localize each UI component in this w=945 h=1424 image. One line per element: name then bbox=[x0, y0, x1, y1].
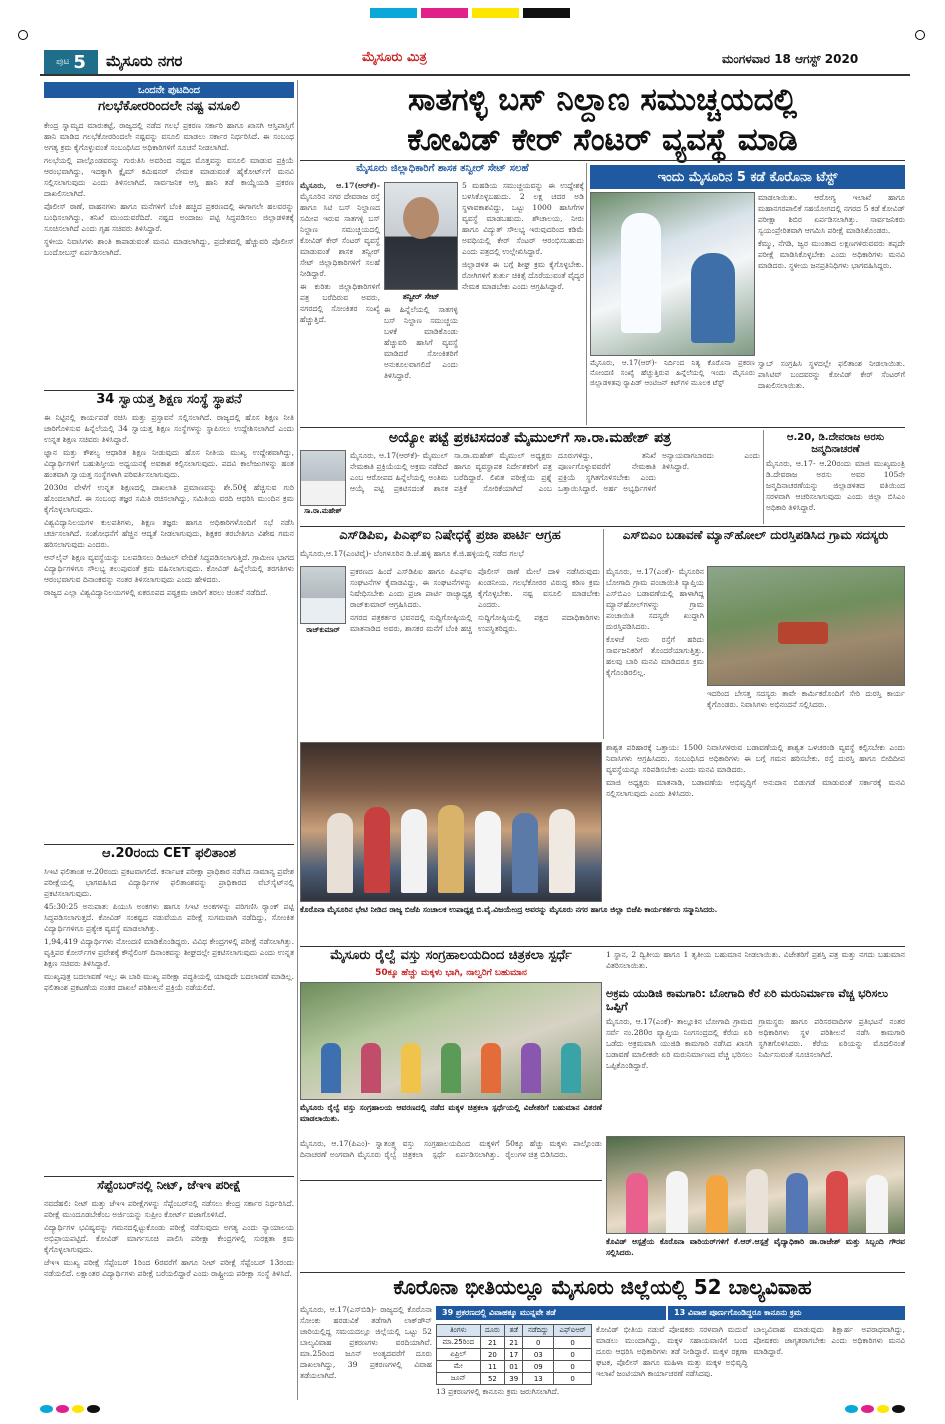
column-divider bbox=[586, 163, 587, 425]
story-headline: ಅಕ್ರಮ ಯುಡಿಜಿ ಕಾಮಗಾರಿ: ಬೋಗಾದಿ ಕೆರೆ ಏರಿ ಮರುನಿರ್ಮಾಣ ವೆಚ್ಚ ಭರಿಸಲು ಒಪ್ಪಿಗೆ bbox=[606, 987, 888, 1013]
table-cell: 20 bbox=[480, 1349, 505, 1361]
table-cell: 01 bbox=[505, 1361, 523, 1373]
children-shapes bbox=[311, 1043, 591, 1093]
ppe-figure bbox=[621, 213, 661, 333]
drawing-contest-photo bbox=[300, 982, 602, 1100]
registration-mark-icon bbox=[18, 30, 28, 40]
color-dots bbox=[845, 1405, 905, 1413]
table-cell: ಜೂನ್ bbox=[437, 1373, 481, 1385]
table-cell: 21 bbox=[505, 1337, 523, 1349]
table-cell: 03 bbox=[523, 1349, 554, 1361]
article-body: ಮೈಸೂರು, ಆ.17(ಆರ್‌ಕೆ)- ಮೈಸೂರಿನ ನಗರ ದೇವರಾಜ ರಸ್ತೆ ಹಾಗೂ ಸಿಟಿ ಬಸ್ ನಿಲ್ದಾಣದ ಸಮೀಪ ಇರುವ ಸಾತಗಳ್ಳಿ ಬಸ್ ನಿಲ್ದಾಣ ಸಮುಚ್ಚಯದಲ್ಲಿ ಕೋವಿಡ್ ಕೇರ್ ಸೆಂಟರ್ ವ್ಯವಸ್ಥೆ ಮಾಡುವಂತೆ ಶಾಸಕ ತನ್ವೀರ್ ಸೇಟ್ ಜಿಲ್ಲಾಧಿಕಾರಿಗಳಿಗೆ ಸಲಹೆ ನೀಡಿದ್ದಾರೆ. ಈ ಕುರಿತು ಜಿಲ್ಲಾಧಿಕಾರಿಗಳಿಗೆ ಪತ್ರ ಬರೆದಿರುವ ಅವರು, ನಗರದಲ್ಲಿ ಸೋಂಕಿತರ ಸಂಖ್ಯೆ ಹೆಚ್ಚುತ್ತಿದೆ. bbox=[300, 181, 380, 324]
article-body: ನವದೆಹಲಿ: ನೀಟ್ ಮತ್ತು ಜೆಇಇ ಪರೀಕ್ಷೆಗಳನ್ನು ಸೆಪ್ಟೆಂಬರ್‌ನಲ್ಲಿ ನಡೆಸಲು ಕೇಂದ್ರ ಸರ್ಕಾರ ನಿರ್ಧರಿಸಿದೆ. ಪರೀಕ್ಷೆ ಮುಂದೂಡಬೇಕೆಂಬ ಅರ್ಜಿಯನ್ನು ಸುಪ್ರೀಂ ಕೋರ್ಟ್ ವಜಾಗೊಳಿಸಿದೆ. ವಿದ್ಯಾರ್ಥಿಗಳ ಭವಿಷ್ಯವನ್ನು ಗಮನದಲ್ಲಿಟ್ಟುಕೊಂಡು ಪರೀಕ್ಷೆ ನಡೆಸುವುದು ಅಗತ್ಯ ಎಂದು ನ್ಯಾಯಾಲಯ ಅಭಿಪ್ರಾಯಪಟ್ಟಿದೆ. ಕೋವಿಡ್ ಮಾರ್ಗಸೂಚಿ ಪಾಲಿಸಿ ಪರೀಕ್ಷಾ ಕೇಂದ್ರಗಳಲ್ಲಿ ಸುರಕ್ಷತಾ ಕ್ರಮ ಕೈಗೊಳ್ಳಲಾಗುವುದು. ಜೆಇಇ ಮುಖ್ಯ ಪರೀಕ್ಷೆ ಸೆಪ್ಟೆಂಬರ್ 1ರಿಂದ 6ರವರೆಗೆ ಹಾಗೂ ನೀಟ್ ಪರೀಕ್ಷೆ ಸೆಪ್ಟೆಂಬರ್ 13ರಂದು ನಡೆಯಲಿದೆ. ಲಕ್ಷಾಂತರ ವಿದ್ಯಾರ್ಥಿಗಳು ಪರೀಕ್ಷೆ ಬರೆಯಲಿದ್ದಾರೆ ಎಂದು ರಾಷ್ಟ್ರೀಯ ಪರೀಕ್ಷಾ ಸಂಸ್ಥೆ ತಿಳಿಸಿದೆ. bbox=[44, 1199, 294, 1278]
table-cell: 11 bbox=[480, 1361, 505, 1373]
page-number-box bbox=[44, 50, 98, 74]
story-headline: ಎಸ್‌ಡಿಪಿಐ, ಪಿಎಫ್‌ಐ ನಿಷೇಧಕ್ಕೆ ಪ್ರಜಾ ಪಾರ್ಟಿ ಆಗ್ರಹ bbox=[339, 528, 561, 543]
story-headline: ಅಯ್ಯೋ ಪಟ್ಟೆ ಪ್ರಕಟಿಸದಂತೆ ಮೈಮುಲ್‌ಗೆ ಸಾ.ರಾ.ಮಹೇಶ್ ಪತ್ರ bbox=[388, 430, 672, 446]
face-shape bbox=[403, 197, 439, 239]
photo-caption: ಸಾ.ರಾ.ಮಹೇಶ್ bbox=[304, 507, 342, 515]
photo-caption: ಕೊರೊನಾ ಮೈಸೂರಿನ ಭೇಟಿ ನೀಡಿದ ರಾಜ್ಯ ಬಿಜೆಪಿ ಸಂಚಾಲಕ ಉಪಾಧ್ಯಕ್ಷ ಬಿ.ವೈ.ವಿಜಯೇಂದ್ರ ಅವರನ್ನು ಮೈಸೂರು ನಗರ ಹಾಗೂ ಜಿಲ್ಲಾ ಬಿಜೆಪಿ ಕಾರ್ಯಕರ್ತರು ಸನ್ಮಾನಿಸಿದರು. bbox=[300, 905, 718, 914]
portrait-photo bbox=[300, 450, 346, 506]
table-cell: 0 bbox=[554, 1349, 592, 1361]
divider bbox=[44, 844, 294, 845]
lead-subhead: ಮೈಸೂರು ಜಿಲ್ಲಾಧಿಕಾರಿಗೆ ಶಾಸಕ ತನ್ವೀರ್ ಸೇಟ್ ಸಲಹೆ bbox=[356, 163, 529, 174]
table-row bbox=[437, 1373, 592, 1385]
story-headline: ಗಲಭೆಕೋರರಿಂದಲೇ ನಷ್ಟ ವಸೂಲಿ bbox=[98, 99, 240, 114]
article-body: 5 ಮಹಡಿಯ ಸಮುಚ್ಚಯವನ್ನು ಈ ಉದ್ದೇಶಕ್ಕೆ ಬಳಸಿಕೊಳ್ಳಬಹುದು. 2 ಲಕ್ಷ ಚದರ ಅಡಿ ಸ್ಥಳಾವಕಾಶವಿದ್ದು, ಒಟ್ಟು 1000 ಹಾಸಿಗೆಗಳ ವ್ಯವಸ್ಥೆ ಮಾಡಬಹುದು. ಶೌಚಾಲಯ, ನೀರು ಹಾಗೂ ವಿದ್ಯುತ್ ಸೌಲಭ್ಯ ಇರುವುದರಿಂದ ಕಡಿಮೆ ಅವಧಿಯಲ್ಲಿ ಕೇರ್ ಸೆಂಟರ್ ಆರಂಭಿಸಬಹುದು ಎಂದು ಪತ್ರದಲ್ಲಿ ಉಲ್ಲೇಖಿಸಿದ್ದಾರೆ. ಜಿಲ್ಲಾಡಳಿತ ಈ ಬಗ್ಗೆ ಶೀಘ್ರ ಕ್ರಮ ಕೈಗೊಳ್ಳಬೇಕು. ರೋಗಿಗಳಿಗೆ ತುರ್ತು ಚಿಕಿತ್ಸೆ ದೊರೆಯುವಂತೆ ವೈದ್ಯರ ನೇಮಕ ಮಾಡಬೇಕು ಎಂದು ಆಗ್ರಹಿಸಿದ್ದಾರೆ. bbox=[462, 181, 584, 291]
bottom-headline: ಕೊರೊನಾ ಭೀತಿಯಲ್ಲೂ ಮೈಸೂರು ಜಿಲ್ಲೆಯಲ್ಲಿ 52 ಬಾಲ್ಯವಿವಾಹ bbox=[393, 1275, 812, 1299]
table-cell: 52 bbox=[480, 1373, 505, 1385]
photo-caption: ಮೈಸೂರು ರೈಲ್ವೆ ವಸ್ತು ಸಂಗ್ರಹಾಲಯ ಆವರಣದಲ್ಲಿ ನಡೆದ ಮಕ್ಕಳ ಚಿತ್ರಕಲಾ ಸ್ಪರ್ಧೆಯಲ್ಲಿ ವಿಜೇತರಿಗೆ ಬಹುಮಾನ ವಿತರಣೆ ಮಾಡಲಾಯಿತು. bbox=[300, 1103, 602, 1123]
article-body: ಮೈಸೂರು, ಆ.17(ಎಸ್‌ಬಿಡಿ)- ರಾಜ್ಯದಲ್ಲಿ ಕೊರೊನಾ ಸೋಂಕು ಹರಡುವಿಕೆ ತಡೆಗಾಗಿ ಲಾಕ್‌ಡೌನ್ ಜಾರಿಯಲ್ಲಿದ್ದ ಸಮಯದಲ್ಲೂ ಜಿಲ್ಲೆಯಲ್ಲಿ ಒಟ್ಟು 52 ಬಾಲ್ಯವಿವಾಹ ಪ್ರಕರಣಗಳು ವರದಿಯಾಗಿವೆ. ಮಾ.25ರಿಂದ ಜೂನ್ ಅಂತ್ಯದವರೆಗೆ ದೂರು ದಾಖಲಾಗಿದ್ದು, 39 ಪ್ರಕರಣಗಳಲ್ಲಿ ವಿವಾಹ ತಡೆಯಲಾಗಿದೆ. bbox=[300, 1305, 432, 1380]
divider bbox=[44, 1176, 294, 1177]
table-cell: 21 bbox=[480, 1337, 505, 1349]
registration-mark-icon bbox=[915, 30, 925, 40]
article-body: ಈ ನಿಟ್ಟಿನಲ್ಲಿ ಕಾರ್ಯಪಡೆ ರಚಿಸಿ ಮತ್ತು ಪ್ರಸ್ತಾವನೆ ಸಲ್ಲಿಸಲಾಗಿದೆ. ರಾಜ್ಯದಲ್ಲಿ ಹೊಸ ಶಿಕ್ಷಣ ನೀತಿ ಜಾರಿಗೊಳಿಸುವ ಹಿನ್ನೆಲೆಯಲ್ಲಿ 34 ಸ್ವಾಯತ್ತ ಶಿಕ್ಷಣ ಸಂಸ್ಥೆಗಳನ್ನು ಸ್ಥಾಪಿಸಲು ಉದ್ದೇಶಿಸಲಾಗಿದೆ ಎಂದು ಉನ್ನತ ಶಿಕ್ಷಣ ಸಚಿವರು ತಿಳಿಸಿದ್ದಾರೆ. ಜ್ಞಾನ ಮತ್ತು ಕೌಶಲ್ಯ ಆಧಾರಿತ ಶಿಕ್ಷಣ ನೀಡುವುದು ಹೊಸ ನೀತಿಯ ಮುಖ್ಯ ಉದ್ದೇಶವಾಗಿದ್ದು, ವಿದ್ಯಾರ್ಥಿಗಳಿಗೆ ಬಹುಶಿಸ್ತೀಯ ಅಧ್ಯಯನಕ್ಕೆ ಅವಕಾಶ ಕಲ್ಪಿಸಲಾಗುವುದು. ಪದವಿ ಕಾಲೇಜುಗಳನ್ನು ಹಂತ ಹಂತವಾಗಿ ಸ್ವಾಯತ್ತ ಸಂಸ್ಥೆಗಳಾಗಿ ಪರಿವರ್ತಿಸಲಾಗುವುದು. 2030ರ ವೇಳೆಗೆ ಉನ್ನತ ಶಿಕ್ಷಣದಲ್ಲಿ ದಾಖಲಾತಿ ಪ್ರಮಾಣವನ್ನು ಶೇ.50ಕ್ಕೆ ಹೆಚ್ಚಿಸುವ ಗುರಿ ಹೊಂದಲಾಗಿದೆ. ಈ ಸಂಬಂಧ ತಜ್ಞರ ಸಮಿತಿ ರಚಿಸಲಾಗಿದ್ದು, ಸಮಿತಿಯ ವರದಿ ಆಧರಿಸಿ ಮುಂದಿನ ಕ್ರಮ ಕೈಗೊಳ್ಳಲಾಗುವುದು. ವಿಶ್ವವಿದ್ಯಾನಿಲಯಗಳ ಕುಲಪತಿಗಳು, ಶಿಕ್ಷಣ ತಜ್ಞರು ಹಾಗೂ ಅಧಿಕಾರಿಗಳೊಂದಿಗೆ ಸಭೆ ನಡೆಸಿ ಚರ್ಚಿಸಲಾಗಿದೆ. ಸಂಶೋಧನೆಗೆ ಹೆಚ್ಚಿನ ಆದ್ಯತೆ ನೀಡಲಾಗುವುದು, ಶಿಕ್ಷಕರ ತರಬೇತಿಗೂ ವಿಶೇಷ ಗಮನ ಹರಿಸಲಾಗುವುದು ಎಂದರು. ಆನ್‌ಲೈನ್ ಶಿಕ್ಷಣ ವ್ಯವಸ್ಥೆಯನ್ನು ಬಲಪಡಿಸಲು ಡಿಜಿಟಲ್ ವೇದಿಕೆ ಸಿದ್ಧಪಡಿಸಲಾಗುತ್ತಿದೆ. ಗ್ರಾಮೀಣ ಭಾಗದ ವಿದ್ಯಾರ್ಥಿಗಳಿಗೂ ಸೌಲಭ್ಯ ತಲುಪುವಂತೆ ಕ್ರಮ ವಹಿಸಲಾಗುವುದು. ಕೋವಿಡ್ ಹಿನ್ನೆಲೆಯಲ್ಲಿ ತರಗತಿಗಳು ಆರಂಭವಾಗುವ ದಿನಾಂಕವನ್ನು ನಂತರ ತಿಳಿಸಲಾಗುವುದು ಎಂದು ಹೇಳಿದರು. ರಾಜ್ಯದ ಎಲ್ಲಾ ವಿಶ್ವವಿದ್ಯಾನಿಲಯಗಳಲ್ಲಿ ಏಕರೂಪದ ಪಠ್ಯಕ್ರಮ ಜಾರಿಗೆ ತರಲು ಚಿಂತನೆ ನಡೆದಿದೆ. bbox=[44, 413, 294, 597]
page-number: 5 bbox=[73, 51, 86, 73]
table-header: ದೂರು bbox=[480, 1325, 505, 1337]
masthead: ಮೈಸೂರು ಮಿತ್ರ bbox=[362, 50, 427, 65]
lead-headline-line1: ಸಾತಗಳ್ಳಿ ಬಸ್ ನಿಲ್ದಾಣ ಸಮುಚ್ಚಯದಲ್ಲಿ bbox=[407, 82, 798, 118]
story-headline: ಸೆಪ್ಟೆಂಬರ್‌ನಲ್ಲಿ ನೀಟ್, ಜೆಇಇ ಪರೀಕ್ಷೆ bbox=[97, 1178, 241, 1192]
table-row bbox=[437, 1361, 592, 1373]
article-body: ಮೈಸೂರು, ಆ.17(ಎಂಕೆ)- ತಾಲ್ಲೂಕಿನ ಬೋಗಾದಿ ಗ್ರಾಮದ ಸರ್ವೆ ನಂ.280ರ ವ್ಯಾಪ್ತಿಯ ನಿಂಗಸಂದ್ರದಲ್ಲಿ ಕೆರೆಯ ಏರಿ ಒಡೆದು ಅಕ್ರಮವಾಗಿ ಯುಜಿಡಿ ಕಾಮಗಾರಿ ನಡೆಸಿದ ಖಾಸಗಿ ಬಡಾವಣೆ ಮಾಲೀಕರೇ ಏರಿ ಮರುನಿರ್ಮಾಣದ ವೆಚ್ಚ ಭರಿಸಲು ಒಪ್ಪಿಕೊಂಡಿದ್ದಾರೆ. ಗ್ರಾಮಸ್ಥರು ಹಾಗೂ ಪರಿಸರವಾದಿಗಳ ಪ್ರತಿಭಟನೆ ನಂತರ ಅಧಿಕಾರಿಗಳು ಸ್ಥಳ ಪರಿಶೀಲನೆ ನಡೆಸಿ ಕಾಮಗಾರಿ ಸ್ಥಗಿತಗೊಳಿಸಿದರು. ಕೆರೆಯ ಏರಿಯನ್ನು ಮೊದಲಿನಂತೆ ನಿರ್ಮಿಸುವಂತೆ ಸೂಚಿಸಲಾಗಿದೆ. bbox=[606, 1017, 905, 1070]
table-cell: 39 bbox=[505, 1373, 523, 1385]
crowd-shapes bbox=[321, 803, 581, 893]
article-body: ಇದರಿಂದ ಬೇಸತ್ತ ಸದಸ್ಯರು ತಾವೇ ಕಾರ್ಮಿಕರೊಂದಿಗೆ ಸೇರಿ ದುರಸ್ತಿ ಕಾರ್ಯ ಕೈಗೊಂಡರು. ನಿವಾಸಿಗಳು ಅಭಿನಂದನೆ ಸಲ್ಲಿಸಿದರು. bbox=[707, 689, 905, 709]
highlight-bar: 13 ವಿವಾಹ ಪೂರ್ಣಗೊಂಡಿದ್ದರೂ ಕಾನೂನು ಕ್ರಮ bbox=[668, 1306, 905, 1320]
article-body: ಸಿಇಟಿ ಫಲಿತಾಂಶ ಆ.20ರಂದು ಪ್ರಕಟವಾಗಲಿದೆ. ಕರ್ನಾಟಕ ಪರೀಕ್ಷಾ ಪ್ರಾಧಿಕಾರ ನಡೆಸಿದ ಸಾಮಾನ್ಯ ಪ್ರವೇಶ ಪರೀಕ್ಷೆಯಲ್ಲಿ ಭಾಗವಹಿಸಿದ ವಿದ್ಯಾರ್ಥಿಗಳ ಫಲಿತಾಂಶವನ್ನು ಪ್ರಾಧಿಕಾರದ ವೆಬ್‌ಸೈಟ್‌ನಲ್ಲಿ ಪ್ರಕಟಿಸಲಾಗುವುದು. 45:30:25 ಅನುಪಾತ: ಪಿಯುಸಿ ಅಂಕಗಳು ಹಾಗೂ ಸಿಇಟಿ ಅಂಕಗಳನ್ನು ಪರಿಗಣಿಸಿ ರ್‍ಯಾಂಕ್ ಪಟ್ಟಿ ಸಿದ್ಧಪಡಿಸಲಾಗುತ್ತದೆ. ಕೋವಿಡ್ ಸಂಕಷ್ಟದ ನಡುವೆಯೂ ಪರೀಕ್ಷೆ ಸುಗಮವಾಗಿ ನಡೆದಿದ್ದು, ಸೋಂಕಿತ ವಿದ್ಯಾರ್ಥಿಗಳಿಗೂ ಪ್ರತ್ಯೇಕ ವ್ಯವಸ್ಥೆ ಮಾಡಲಾಗಿತ್ತು. 1,94,419 ವಿದ್ಯಾರ್ಥಿಗಳು ನೋಂದಣಿ ಮಾಡಿಕೊಂಡಿದ್ದರು. ವಿವಿಧ ಕೇಂದ್ರಗಳಲ್ಲಿ ಪರೀಕ್ಷೆ ನಡೆಸಲಾಗಿತ್ತು. ವೃತ್ತಿಪರ ಕೋರ್ಸ್‌ಗಳ ಪ್ರವೇಶಕ್ಕೆ ಕೌನ್ಸೆಲಿಂಗ್ ದಿನಾಂಕವನ್ನು ಶೀಘ್ರದಲ್ಲೇ ಪ್ರಕಟಿಸಲಾಗುವುದು ಎಂದು ಉನ್ನತ ಶಿಕ್ಷಣ ಸಚಿವರು ತಿಳಿಸಿದ್ದಾರೆ. ಮುಖ್ಯಪುತ್ರ ಬದಲಾವಣೆ ಇಲ್ಲ: ಈ ಬಾರಿ ಮುಖ್ಯ ಪರೀಕ್ಷಾ ಪದ್ಧತಿಯಲ್ಲಿ ಯಾವುದೇ ಬದಲಾವಣೆ ಮಾಡಿಲ್ಲ. ಫಲಿತಾಂಶ ಪ್ರಕಟಣೆಯ ನಂತರ ದಾಖಲೆ ಪರಿಶೀಲನೆ ಪ್ರಕ್ರಿಯೆ ನಡೆಯಲಿದೆ. bbox=[44, 867, 294, 992]
photo-caption: ಮೈಸೂರು, ಆ.17(ಆರ್‌)- ನಿರ್ದಿಂದ ನಿತ್ಯ ಕೊರೊನಾ ಪ್ರಕರಣ ನೋಂದಣಿ ಸಂಖ್ಯೆ ಹೆಚ್ಚುತ್ತಿರುವ ಹಿನ್ನೆಲೆಯಲ್ಲಿ ಇಂದು ಮೈಸೂರು ಜಿಲ್ಲಾಡಳಿತವು ರ್‍ಯಾಪಿಡ್ ಆಂಟಿಜನ್ ಕಿಟ್‌ಗಳ ಮೂಲಕ ಟೆಸ್ಟ್ bbox=[590, 358, 755, 387]
issue-date: ಮಂಗಳವಾರ 18 ಆಗಸ್ಟ್ 2020 bbox=[722, 52, 859, 66]
divider bbox=[300, 1180, 602, 1181]
felicitation-photo bbox=[300, 742, 602, 902]
story-headline: ಆ.20ರಂದು CET ಫಲಿತಾಂಶ bbox=[101, 846, 237, 861]
person-figure bbox=[691, 253, 735, 343]
article-body: ಮಾಡಲಾಯಿತು. ಆರೋಗ್ಯ ಇಲಾಖೆ ಹಾಗೂ ಮಹಾನಗರಪಾಲಿಕೆ ಸಹಯೋಗದಲ್ಲಿ ನಗರದ 5 ಕಡೆ ಕೋವಿಡ್ ಪರೀಕ್ಷಾ ಶಿಬಿರ ಏರ್ಪಡಿಸಲಾಗಿತ್ತು. ಸಾರ್ವಜನಿಕರು ಸ್ವಯಂಪ್ರೇರಿತವಾಗಿ ಆಗಮಿಸಿ ಪರೀಕ್ಷೆ ಮಾಡಿಸಿಕೊಂಡರು. ಕೆಮ್ಮು, ನೆಗಡಿ, ಜ್ವರ ಮುಂತಾದ ಲಕ್ಷಣಗಳಿರುವವರು ತಪ್ಪದೇ ಪರೀಕ್ಷೆ ಮಾಡಿಸಿಕೊಳ್ಳಬೇಕು ಎಂದು ಅಧಿಕಾರಿಗಳು ಮನವಿ ಮಾಡಿದರು. ಸ್ಥಳೀಯ ಜನಪ್ರತಿನಿಧಿಗಳು ಭಾಗವಹಿಸಿದ್ದರು. bbox=[758, 193, 905, 270]
story-headline: ಎಸ್‌ಬಿಎಂ ಬಡಾವಣೆ ಮ್ಯಾನ್‌ಹೋಲ್ ದುರಸ್ತಿಪಡಿಸಿದ ಗ್ರಾಮ ಸದಸ್ಯರು bbox=[622, 528, 889, 542]
article-body: ಮೈಸೂರು,ಆ.17(ಎಂಟಿವೈ)- ಬೆಂಗಳೂರಿನ ಡಿ.ಜೆ.ಹಳ್ಳಿ ಹಾಗೂ ಕೆ.ಜಿ.ಹಳ್ಳಿಯಲ್ಲಿ ನಡೆದ ಗಲಭೆ bbox=[300, 549, 524, 558]
table-cell: 09 bbox=[523, 1361, 554, 1373]
portrait-photo bbox=[300, 566, 346, 624]
table-header-row bbox=[437, 1325, 592, 1337]
story-headline: 34 ಸ್ವಾಯತ್ತ ಶಿಕ್ಷಣ ಸಂಸ್ಥೆ ಸ್ಥಾಪನೆ bbox=[96, 392, 242, 407]
article-body: ಮೈಸೂರು, ಆ.17(ಎಂಕೆ)- ಮೈಸೂರಿನ ಬೋಗಾದಿ ಗ್ರಾಮ ಪಂಚಾಯಿತಿ ವ್ಯಾಪ್ತಿಯ ಎಸ್‌ಬಿಎಂ ಬಡಾವಣೆಯಲ್ಲಿ ಹಾಳಾಗಿದ್ದ ಮ್ಯಾನ್‌ಹೋಲ್‌ಗಳನ್ನು ಗ್ರಾಮ ಪಂಚಾಯಿತಿ ಸದಸ್ಯರೇ ಖುದ್ದಾಗಿ ದುರಸ್ತಿಪಡಿಸಿದರು. ಕೊಳಚೆ ನೀರು ರಸ್ತೆಗೆ ಹರಿದು ಸಾರ್ವಜನಿಕರಿಗೆ ತೊಂದರೆಯಾಗುತ್ತಿತ್ತು. ಹಲವು ಬಾರಿ ಮನವಿ ಮಾಡಿದರೂ ಕ್ರಮ ಕೈಗೊಂಡಿರಲಿಲ್ಲ. bbox=[606, 567, 704, 677]
article-body: ಕೇಂದ್ರ ಸ್ವಾಮ್ಯದ ಮಾರುಕಟ್ಟೆ, ರಾಜ್ಯದಲ್ಲಿ ನಡೆದ ಗಲಭೆ ಪ್ರಕರಣ ಸರ್ಕಾರಿ ಹಾಗೂ ಖಾಸಗಿ ಆಸ್ತಿಪಾಸ್ತಿಗೆ ಹಾನಿ ಮಾಡಿದ ಗಲಭೆಕೋರರಿಂದಲೇ ನಷ್ಟವನ್ನು ವಸೂಲಿ ಮಾಡಲು ಸರ್ಕಾರ ನಿರ್ಧರಿಸಿದೆ. ಈ ಸಂಬಂಧ ಅಗತ್ಯ ಕ್ರಮ ಕೈಗೊಳ್ಳುವಂತೆ ಸಂಬಂಧಿಸಿದ ಅಧಿಕಾರಿಗಳಿಗೆ ಸೂಚನೆ ನೀಡಲಾಗಿದೆ. ಗಲಭೆಯಲ್ಲಿ ಪಾಲ್ಗೊಂಡವರನ್ನು ಗುರುತಿಸಿ ಅವರಿಂದ ನಷ್ಟದ ಮೊತ್ತವನ್ನು ವಸೂಲಿ ಮಾಡುವ ಪ್ರಕ್ರಿಯೆ ಆರಂಭವಾಗಿದ್ದು, ಇದಕ್ಕಾಗಿ ಕ್ಲೈಮ್ ಕಮಿಷನರ್ ನೇಮಕ ಮಾಡುವಂತೆ ಹೈಕೋರ್ಟ್‌ಗೆ ಮನವಿ ಸಲ್ಲಿಸಲಾಗುವುದು ಎಂದು ತಿಳಿಸಲಾಗಿದೆ. ಸಾರ್ವಜನಿಕ ಆಸ್ತಿ ಹಾನಿ ತಡೆ ಕಾಯ್ದೆಯಡಿ ಪ್ರಕರಣ ದಾಖಲಿಸಲಾಗಿದೆ. ಪೊಲೀಸ್ ಠಾಣೆ, ವಾಹನಗಳು ಹಾಗೂ ಮನೆಗಳಿಗೆ ಬೆಂಕಿ ಹಚ್ಚಿದ ಪ್ರಕರಣದಲ್ಲಿ ಈಗಾಗಲೇ ಹಲವರನ್ನು ಬಂಧಿಸಲಾಗಿದ್ದು, ತನಿಖೆ ಮುಂದುವರೆದಿದೆ. ನಷ್ಟದ ಅಂದಾಜು ಪಟ್ಟಿ ಸಿದ್ಧಪಡಿಸಲು ಜಿಲ್ಲಾಡಳಿತಕ್ಕೆ ಸೂಚಿಸಲಾಗಿದೆ ಎಂದು ಗೃಹ ಸಚಿವರು ತಿಳಿಸಿದ್ದಾರೆ. ಸ್ಥಳೀಯ ನಿವಾಸಿಗಳು ಶಾಂತಿ ಕಾಪಾಡುವಂತೆ ಮನವಿ ಮಾಡಲಾಗಿದ್ದು, ಪ್ರದೇಶದಲ್ಲಿ ಹೆಚ್ಚುವರಿ ಪೊಲೀಸ್ ಬಂದೋಬಸ್ತ್ ಏರ್ಪಡಿಸಲಾಗಿದೆ. bbox=[44, 121, 294, 257]
table-cell: ಮಾ.25ರಿಂದ bbox=[437, 1337, 481, 1349]
marriage-table bbox=[436, 1324, 592, 1385]
table-header: ಎಫ್‌ಐಆರ್ bbox=[554, 1325, 592, 1337]
table-header: ನಡೆದಿದ್ದು bbox=[523, 1325, 554, 1337]
portrait-photo bbox=[384, 182, 458, 290]
manhole-photo bbox=[707, 566, 905, 686]
column-divider bbox=[297, 80, 298, 1400]
highlight-bar: 39 ಪ್ರಕರಣದಲ್ಲಿ ವಿವಾಹಕ್ಕೂ ಮುನ್ನವೇ ತಡೆ bbox=[436, 1306, 666, 1320]
article-body: ಮೈಸೂರು, ಆ.17- ಆ.20ರಂದು ಮಾಜಿ ಮುಖ್ಯಮಂತ್ರಿ ಡಿ.ದೇವರಾಜ ಅರಸು ಅವರ 105ನೇ ಜನ್ಮದಿನಾಚರಣೆಯನ್ನು ಜಿಲ್ಲಾಡಳಿತದ ವತಿಯಿಂದ ಸರಳವಾಗಿ ಆಚರಿಸಲಾಗುವುದು ಎಂದು ಜಿಲ್ಲಾ ಬಿಸಿಎಂ ಅಧಿಕಾರಿ ತಿಳಿಸಿದ್ದಾರೆ. bbox=[766, 459, 905, 512]
divider bbox=[300, 526, 905, 527]
article-body: ಮೈಸೂರು, ಆ.17(ಪಿಎಂ)- ಸ್ವಾತಂತ್ರ್ಯ ದಿನಾಚರಣೆ ಅಂಗವಾಗಿ ಮೈಸೂರು ರೈಲ್ವೆ ವಸ್ತು ಸಂಗ್ರಹಾಲಯದಿಂದ ಮಕ್ಕಳಿಗೆ ಚಿತ್ರಕಲಾ ಸ್ಪರ್ಧೆ ಏರ್ಪಡಿಸಲಾಗಿತ್ತು. 50ಕ್ಕೂ ಹೆಚ್ಚು ಮಕ್ಕಳು ಪಾಲ್ಗೊಂಡು ರೈಲುಗಳ ಚಿತ್ರ ಬಿಡಿಸಿದರು. bbox=[300, 1139, 602, 1159]
article-body: ಶಾಶ್ವತ ಪರಿಹಾರಕ್ಕೆ ಒತ್ತಾಯ: 1500 ನಿವಾಸಿಗಳಿರುವ ಬಡಾವಣೆಯಲ್ಲಿ ಶಾಶ್ವತ ಒಳಚರಂಡಿ ವ್ಯವಸ್ಥೆ ಕಲ್ಪಿಸಬೇಕು ಎಂದು ನಿವಾಸಿಗಳು ಆಗ್ರಹಿಸಿದರು. ಸಂಬಂಧಿಸಿದ ಅಧಿಕಾರಿಗಳು ಈ ಬಗ್ಗೆ ಗಮನ ಹರಿಸಬೇಕು. ರಸ್ತೆ ದುರಸ್ತಿ ಹಾಗೂ ಬೀದಿದೀಪ ವ್ಯವಸ್ಥೆಯನ್ನೂ ಸರಿಪಡಿಸಬೇಕು ಎಂದು ಮನವಿ ಮಾಡಿದರು. ಮಾಜಿ ಅಧ್ಯಕ್ಷರು ಮಾತನಾಡಿ, ಬಡಾವಣೆಯ ಅಭಿವೃದ್ಧಿಗೆ ಅನುದಾನ ಬಿಡುಗಡೆ ಮಾಡುವಂತೆ ಸರ್ಕಾರಕ್ಕೆ ಮನವಿ ಸಲ್ಲಿಸಲಾಗುವುದು ಎಂದು ತಿಳಿಸಿದರು. bbox=[606, 743, 905, 798]
lead-headline bbox=[300, 80, 905, 160]
section-title: ಮೈಸೂರು ನಗರ bbox=[106, 52, 183, 70]
group-shapes bbox=[617, 1167, 897, 1233]
divider bbox=[300, 427, 905, 428]
story-subhead: 50ಕ್ಕೂ ಹೆಚ್ಚು ಮಕ್ಕಳು ಭಾಗಿ, ನಾಲ್ವರಿಗೆ ಬಹುಮಾನ bbox=[375, 968, 527, 978]
page-label: ಪುಟ bbox=[56, 57, 70, 67]
dateline: ಮೈಸೂರು, ಆ.17(ಆರ್‌ಕೆ)- bbox=[300, 181, 380, 190]
debris-pile bbox=[778, 622, 828, 644]
divider bbox=[44, 390, 294, 391]
table-cell: 17 bbox=[505, 1349, 523, 1361]
table-cell: 0 bbox=[554, 1361, 592, 1373]
table-cell: ಏಪ್ರಿಲ್ bbox=[437, 1349, 481, 1361]
covid-test-photo bbox=[590, 192, 755, 356]
column-divider bbox=[603, 529, 604, 739]
photo-caption: ತನ್ವೀರ್ ಸೇಟ್ bbox=[402, 292, 440, 301]
color-bar bbox=[370, 8, 570, 18]
divider bbox=[300, 160, 905, 161]
table-row bbox=[437, 1349, 592, 1361]
story-headline: ಮೈಸೂರು ರೈಲ್ವೆ ವಸ್ತು ಸಂಗ್ರಹಾಲಯದಿಂದ ಚಿತ್ರಕಲಾ ಸ್ಪರ್ಧೆ bbox=[330, 948, 572, 963]
table-cell: ಮೇ bbox=[437, 1361, 481, 1373]
table-header: ತಡೆ bbox=[505, 1325, 523, 1337]
photo-caption: ಕೊವಿಡ್ ಆಸ್ಪತ್ರೆಯ ಕೊರೊನಾ ವಾರಿಯರ್‌ಗಳಿಗೆ ಕೆ.ಆರ್.ಆಸ್ಪತ್ರೆ ವೈದ್ಯಾಧಿಕಾರಿ ಡಾ.ರಾಜೇಶ್ ಮತ್ತು ಸಿಬ್ಬಂದಿ ಗೌರವ ಸಲ್ಲಿಸಿದರು. bbox=[606, 1237, 905, 1257]
column-divider bbox=[763, 430, 764, 524]
table-cell: 13 bbox=[523, 1373, 554, 1385]
table-row bbox=[437, 1337, 592, 1349]
covid-test-headline: ಇಂದು ಮೈಸೂರಿನ 5 ಕಡೆ ಕೊರೊನಾ ಟೆಸ್ಟ್ bbox=[590, 165, 905, 189]
story-headline: ಆ.20, ಡಿ.ದೇವರಾಜ ಅರಸು ಜನ್ಮದಿನಾಚರಣೆ bbox=[786, 432, 885, 455]
article-body: ಈ ಹಿನ್ನೆಲೆಯಲ್ಲಿ ಸಾತಗಳ್ಳಿ ಬಸ್ ನಿಲ್ದಾಣ ಸಮುಚ್ಚಯ ಬಳಕೆ ಮಾಡಿಕೊಂಡು ಹೆಚ್ಚುವರಿ ಹಾಸಿಗೆ ವ್ಯವಸ್ಥೆ ಮಾಡಿದರೆ ಸೋಂಕಿತರಿಗೆ ಅನುಕೂಲವಾಗಲಿದೆ ಎಂದು ತಿಳಿಸಿದ್ದಾರೆ. bbox=[384, 305, 458, 380]
color-dots bbox=[40, 1405, 100, 1413]
table-cell: 0 bbox=[554, 1337, 592, 1349]
continued-tag: ಒಂದನೇ ಪುಟದಿಂದ bbox=[44, 82, 294, 98]
lead-headline-line2: ಕೋವಿಡ್ ಕೇರ್ ಸೆಂಟರ್ ವ್ಯವಸ್ಥೆ ಮಾಡಿ bbox=[407, 122, 798, 158]
article-body: ಮೈಸೂರು, ಆ.17(ಆರ್‌ಕೆ)- ಮೈಮುಲ್ ನೇಮಕಾತಿ ಪ್ರಕ್ರಿಯೆಯಲ್ಲಿ ಅಕ್ರಮ ನಡೆದಿದೆ ಎಂಬ ಆರೋಪದ ಹಿನ್ನೆಲೆಯಲ್ಲಿ ಅಂತಿಮ ಆಯ್ಕೆ ಪಟ್ಟಿ ಪ್ರಕಟಿಸದಂತೆ ಶಾಸಕ ಸಾ.ರಾ.ಮಹೇಶ್ ಮೈಮುಲ್ ಅಧ್ಯಕ್ಷರು ಹಾಗೂ ವ್ಯವಸ್ಥಾಪಕ ನಿರ್ದೇಶಕರಿಗೆ ಪತ್ರ ಬರೆದಿದ್ದಾರೆ. ಲಿಖಿತ ಪರೀಕ್ಷೆಯ ಪ್ರಶ್ನೆ ಪತ್ರಿಕೆ ಸೋರಿಕೆಯಾಗಿದೆ ಎಂಬ ದೂರುಗಳಿದ್ದು, ತನಿಖೆ ಪೂರ್ಣಗೊಳ್ಳುವವರೆಗೆ ನೇಮಕಾತಿ ಪ್ರಕ್ರಿಯೆ ಸ್ಥಗಿತಗೊಳಿಸಬೇಕು ಎಂದು ಒತ್ತಾಯಿಸಿದ್ದಾರೆ. ಅರ್ಹ ಅಭ್ಯರ್ಥಿಗಳಿಗೆ ಅನ್ಯಾಯವಾಗಬಾರದು ಎಂದು ತಿಳಿಸಿದ್ದಾರೆ. bbox=[350, 451, 760, 493]
photo-caption: ರಾಜ್‌ಕುಮಾರ್ bbox=[306, 626, 340, 634]
warriors-photo bbox=[606, 1136, 905, 1234]
divider bbox=[300, 946, 905, 947]
table-header: ತಿಂಗಳು bbox=[437, 1325, 481, 1337]
article-body: 1 ಸ್ಥಾನ, 2 ದ್ವಿತೀಯ ಹಾಗೂ 1 ತೃತೀಯ ಬಹುಮಾನ ನೀಡಲಾಯಿತು. ವಿಜೇತರಿಗೆ ಪ್ರಶಸ್ತಿ ಪತ್ರ ಮತ್ತು ನಗದು ಬಹುಮಾನ ವಿತರಿಸಲಾಯಿತು. bbox=[606, 950, 905, 970]
article-body: ಕೋವಿಡ್ ಭೀತಿಯ ನಡುವೆ ಪೋಷಕರು ಸರಳವಾಗಿ ಮದುವೆ ಮಾಡಲು ಮುಂದಾಗಿದ್ದು, ಮಕ್ಕಳ ಸಹಾಯವಾಣಿಗೆ ಬಂದ ದೂರು ಆಧರಿಸಿ ಅಧಿಕಾರಿಗಳು ತಡೆ ನೀಡಿದ್ದಾರೆ. ಮಕ್ಕಳ ರಕ್ಷಣಾ ಘಟಕ, ಪೊಲೀಸ್ ಹಾಗೂ ಮಹಿಳಾ ಮತ್ತು ಮಕ್ಕಳ ಅಭಿವೃದ್ಧಿ ಇಲಾಖೆ ಜಂಟಿಯಾಗಿ ಕಾರ್ಯಾಚರಣೆ ನಡೆಸಿದವು. ಬಾಲ್ಯವಿವಾಹ ಮಾಡುವುದು ಶಿಕ್ಷಾರ್ಹ ಅಪರಾಧವಾಗಿದ್ದು, ಪೋಷಕರು ಜಾಗೃತರಾಗಬೇಕು ಎಂದು ಅಧಿಕಾರಿಗಳು ಮನವಿ ಮಾಡಿದ್ದಾರೆ. bbox=[596, 1325, 905, 1378]
article-body: 13 ಪ್ರಕರಣಗಳಲ್ಲಿ ಕಾನೂನು ಕ್ರಮ ಜರುಗಿಸಲಾಗಿದೆ. bbox=[436, 1387, 560, 1396]
table-cell: 0 bbox=[554, 1373, 592, 1385]
table-cell: 0 bbox=[523, 1337, 554, 1349]
article-body: ಸ್ವಾಬ್ ಸಂಗ್ರಹಿಸಿ ಸ್ಥಳದಲ್ಲೇ ಫಲಿತಾಂಶ ನೀಡಲಾಯಿತು. ಪಾಸಿಟಿವ್ ಬಂದವರನ್ನು ಕೋವಿಡ್ ಕೇರ್ ಸೆಂಟರ್‌ಗೆ ದಾಖಲಿಸಲಾಯಿತು. bbox=[758, 359, 905, 390]
article-body: ಪ್ರಕರಣದ ಹಿಂದೆ ಎಸ್‌ಡಿಪಿಐ ಹಾಗೂ ಪಿಎಫ್‌ಐ ಸಂಘಟನೆಗಳ ಕೈವಾಡವಿದ್ದು, ಈ ಸಂಘಟನೆಗಳನ್ನು ನಿಷೇಧಿಸಬೇಕು ಎಂದು ಪ್ರಜಾ ಪಾರ್ಟಿ ರಾಜ್ಯಾಧ್ಯಕ್ಷ ರಾಜ್‌ಕುಮಾರ್ ಆಗ್ರಹಿಸಿದರು. ನಗರದ ಪತ್ರಕರ್ತರ ಭವನದಲ್ಲಿ ಸುದ್ದಿಗೋಷ್ಠಿಯಲ್ಲಿ ಮಾತನಾಡಿದ ಅವರು, ಶಾಸಕರ ಮನೆಗೆ ಬೆಂಕಿ ಹಚ್ಚಿ ಪೊಲೀಸ್ ಠಾಣೆ ಮೇಲೆ ದಾಳಿ ನಡೆಸಿರುವುದು ಖಂಡನೀಯ. ಗಲಭೆಕೋರರ ವಿರುದ್ಧ ಕಠಿಣ ಕ್ರಮ ಕೈಗೊಳ್ಳಬೇಕು. ನಷ್ಟ ವಸೂಲಿ ಮಾಡಬೇಕು ಎಂದರು. ಸುದ್ದಿಗೋಷ್ಠಿಯಲ್ಲಿ ಪಕ್ಷದ ಪದಾಧಿಕಾರಿಗಳು ಉಪಸ್ಥಿತರಿದ್ದರು. bbox=[350, 567, 600, 633]
